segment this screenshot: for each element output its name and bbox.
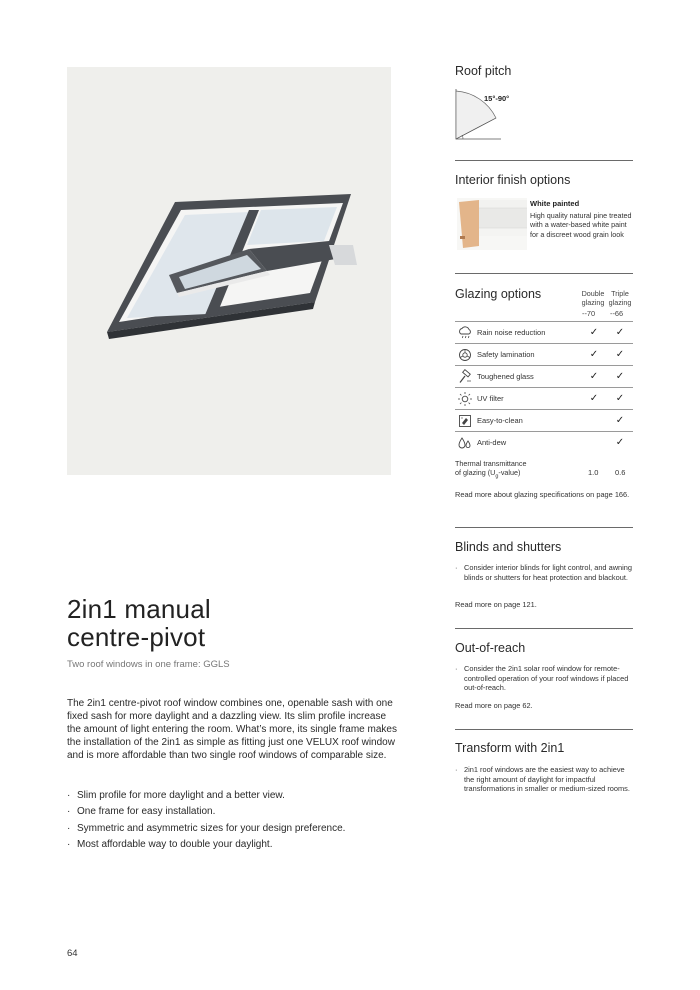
- table-row: [455, 410, 633, 432]
- glazing-table: [455, 321, 633, 454]
- blinds-bullet-list: [455, 563, 633, 582]
- list-item: · Consider the 2in1 solar roof window for remote-controlled operation of your roof windows if placed out-of-reach.: [455, 664, 633, 693]
- transform-bullet-list: [455, 765, 633, 794]
- rain-icon: [457, 325, 473, 341]
- double-check: ✓: [581, 344, 607, 366]
- glazing-row-label: UV filter: [477, 388, 581, 410]
- out-of-reach-read-more[interactable]: Read more on page 62.: [455, 701, 533, 710]
- wood-profile-icon: [457, 198, 527, 250]
- feature-item: · Most affordable way to double your daylight.: [67, 837, 397, 853]
- feature-list: [67, 788, 397, 853]
- blinds-read-more[interactable]: Read more on page 121.: [455, 600, 537, 609]
- triple-check: ✓: [607, 344, 633, 366]
- divider: [455, 160, 633, 161]
- out-of-reach-heading: Out-of-reach: [455, 641, 526, 655]
- finish-option-title: White painted: [530, 199, 580, 208]
- list-item: · Consider interior blinds for light control, and awning blinds or shutters for heat protection and blackout.: [455, 563, 633, 582]
- double-check-empty: [581, 410, 607, 432]
- double-check: ✓: [581, 388, 607, 410]
- hammer-icon: [457, 369, 473, 385]
- out-of-reach-bullet-list: [455, 664, 633, 693]
- table-row: [455, 388, 633, 410]
- triple-check: ✓: [607, 366, 633, 388]
- table-row: [455, 366, 633, 388]
- interior-finish-heading: Interior finish options: [455, 173, 571, 187]
- drops-icon: [457, 435, 473, 451]
- blinds-heading: Blinds and shutters: [455, 540, 562, 554]
- roof-pitch-range: 15°-90°: [484, 94, 510, 103]
- table-row: [455, 432, 633, 454]
- table-row: [455, 344, 633, 366]
- transform-heading: Transform with 2in1: [455, 741, 565, 755]
- glazing-row-label: Easy-to-clean: [477, 410, 581, 432]
- triple-glazing-header: Triple glazing: [608, 289, 632, 307]
- glazing-row-label: Toughened glass: [477, 366, 581, 388]
- triple-check: ✓: [607, 388, 633, 410]
- clean-icon: [457, 413, 473, 429]
- feature-item: · One frame for easy installation.: [67, 804, 397, 820]
- product-description: The 2in1 centre-pivot roof window combines one, openable sash with one fixed sash for more daylight and a dazzling view. Its slim profile increase the amount of light entering the room. What’s more, its single frame makes the installation of the 2in1 as simple as fitting just one VELUX roof window and is more affordable than two single roof windows of comparable size.: [67, 698, 397, 761]
- title-line-1: 2in1 manual: [67, 594, 211, 624]
- title-line-2: centre-pivot: [67, 622, 206, 652]
- white-painted-swatch: [457, 198, 527, 250]
- triple-glazing-code: --66: [610, 309, 624, 318]
- thermal-transmittance-label: Thermal transmittance of glazing $(U_g-value)$: [455, 459, 527, 480]
- triple-check: ✓: [607, 410, 633, 432]
- list-item: · 2in1 roof windows are the easiest way to achieve the right amount of daylight for impactful transformations in smaller or medium-sized rooms.: [455, 765, 633, 794]
- glazing-row-label: Safety lamination: [477, 344, 581, 366]
- feature-item: · Slim profile for more daylight and a better view.: [67, 788, 397, 804]
- table-row: [455, 322, 633, 344]
- triple-check: ✓: [607, 432, 633, 454]
- page-number: 64: [67, 948, 78, 959]
- roof-window-illustration: [67, 67, 391, 475]
- glazing-row-label: Anti-dew: [477, 432, 581, 454]
- divider: [455, 273, 633, 274]
- glazing-row-label: Rain noise reduction: [477, 322, 581, 344]
- triple-check: ✓: [607, 322, 633, 344]
- double-glazing-code: --70: [582, 309, 596, 318]
- double-check: ✓: [581, 322, 607, 344]
- feature-item: · Symmetric and asymmetric sizes for your design preference.: [67, 821, 397, 837]
- glazing-read-more[interactable]: Read more about glazing specifications on page 166.: [455, 490, 630, 499]
- divider: [455, 628, 633, 629]
- thermal-double-value: 1.0: [588, 468, 599, 477]
- double-check-empty: [581, 432, 607, 454]
- finish-option-description: High quality natural pine treated with a water-based white paint for a discreet wood grain look: [530, 211, 632, 239]
- roof-pitch-heading: Roof pitch: [455, 64, 512, 78]
- product-title: [67, 595, 211, 651]
- lamination-icon: [457, 347, 473, 363]
- product-subtitle: Two roof windows in one frame: GGLS: [67, 659, 230, 670]
- glazing-heading: Glazing options: [455, 287, 542, 301]
- double-check: ✓: [581, 366, 607, 388]
- divider: [455, 527, 633, 528]
- double-glazing-header: Double glazing: [581, 289, 605, 307]
- divider: [455, 729, 633, 730]
- product-photo: [67, 67, 391, 475]
- sun-icon: [457, 391, 473, 407]
- thermal-triple-value: 0.6: [615, 468, 626, 477]
